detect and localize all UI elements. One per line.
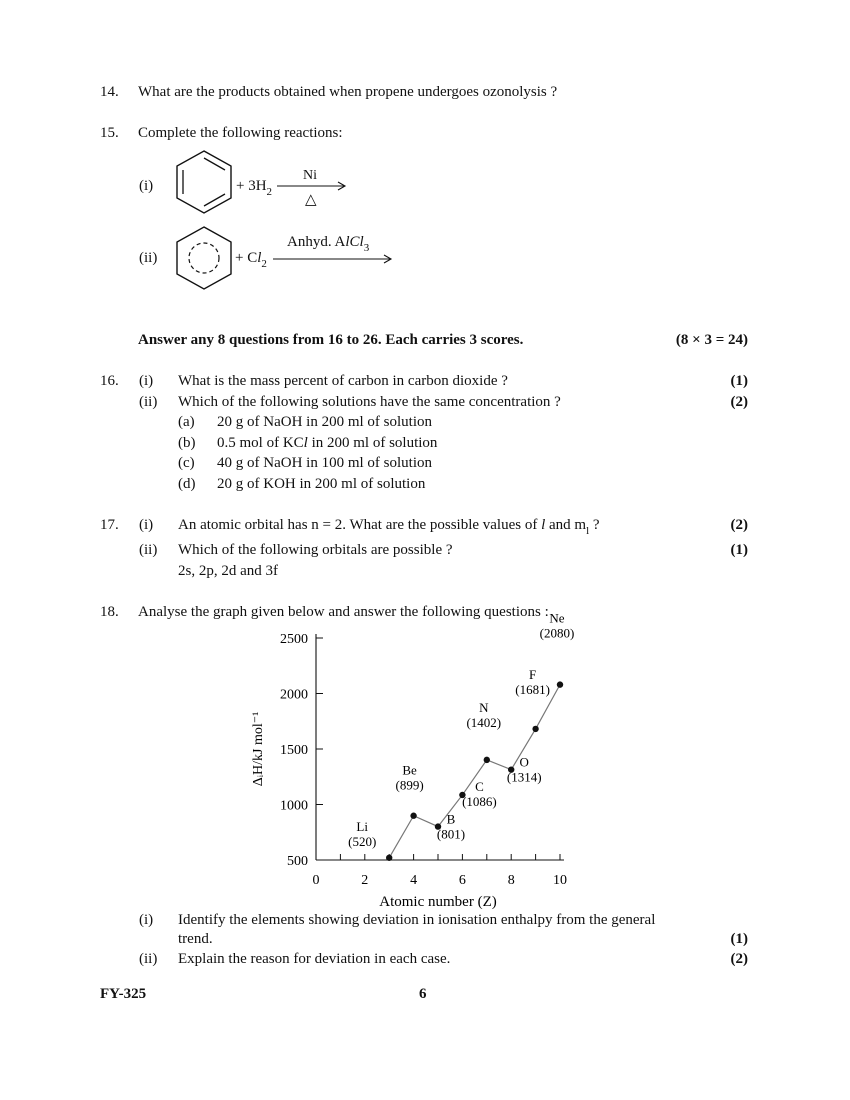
q16-i-text: What is the mass percent of carbon in carbon dioxide ? [178, 373, 508, 389]
chart-x-tick-label: 10 [553, 873, 567, 888]
reaction-ii-catalyst: Anhyd. AlCl$_3$ [287, 234, 370, 254]
q17-ii-score: (1) [730, 542, 748, 558]
chart-point-value-label: (2080) [539, 625, 575, 641]
q18-i-score: (1) [730, 931, 748, 947]
chart-y-tick-label: 500 [287, 854, 308, 869]
q17-number: 17. [100, 517, 119, 533]
option-label: (c) [178, 455, 195, 471]
reaction-i-heat: △ [305, 192, 317, 208]
q17-ii-text: Which of the following orbitals are possible ? [178, 542, 453, 558]
option-text: 40 g of NaOH in 100 ml of solution [217, 455, 432, 471]
chart-point-element-label: F [528, 666, 537, 682]
chart-x-tick-label: 0 [312, 873, 320, 888]
paper-code: FY-325 [100, 986, 147, 1002]
chart-y-axis-title: ΔᵢH/kJ mol⁻¹ [251, 711, 266, 787]
q16-number: 16. [100, 373, 119, 389]
chart-y-tick-label: 1500 [280, 743, 308, 758]
reaction-ii-label: (ii) [139, 250, 158, 266]
q18-i-text: Identify the elements showing deviation in ionisation enthalpy from the general [178, 912, 656, 928]
option-text: 20 g of NaOH in 200 ml of solution [217, 414, 432, 430]
chart-point-value-label: (1086) [462, 793, 497, 809]
chart-point-element-label: C [475, 778, 484, 794]
chart-x-tick-label: 2 [361, 873, 369, 888]
option-text: 0.5 mol of KCl in 200 ml of solution [217, 435, 438, 451]
reaction-i-catalyst: Ni [303, 168, 317, 183]
option-text: 20 g of KOH in 200 ml of solution [217, 476, 426, 492]
q16-i-label: (i) [139, 373, 154, 389]
option-label: (b) [178, 435, 196, 451]
chart-point-element-label: O [519, 754, 529, 770]
chart-point-element-label: Li [356, 818, 368, 834]
chart-point-value-label: (520) [348, 833, 377, 849]
q16-ii-label: (ii) [139, 394, 158, 410]
q18-ii-text: Explain the reason for deviation in each case. [178, 951, 451, 967]
reaction-ii-reagent: + $Cl_2$ [235, 250, 267, 270]
chart-point-value-label: (1314) [506, 769, 542, 785]
q18-ii-score: (2) [730, 951, 748, 967]
chart-point-value-label: (801) [436, 826, 466, 842]
q18-number: 18. [100, 604, 119, 620]
q16-i-score: (1) [730, 373, 748, 389]
chart-point-element-label: B [446, 811, 456, 827]
q15-number: 15. [100, 125, 119, 141]
chart-point-element-label: Ne [549, 610, 565, 626]
option-label: (a) [178, 414, 195, 430]
q16-ii-text: Which of the following solutions have the same concentration ? [178, 394, 561, 410]
chart-point-element-label: Be [402, 762, 417, 778]
chart-x-tick-label: 4 [410, 873, 418, 888]
chart-y-tick-label: 2000 [280, 687, 308, 703]
section-instruction: Answer any 8 questions from 16 to 26. Each carries 3 scores. [138, 332, 524, 348]
chart-x-tick-label: 8 [507, 873, 515, 888]
q14-text: What are the products obtained when propene undergoes ozonolysis ? [138, 84, 558, 100]
q17-i-label: (i) [139, 517, 154, 533]
chart-point-value-label: (1402) [466, 714, 502, 730]
q18-ii-label: (ii) [139, 951, 158, 967]
chart-data-point [386, 855, 392, 861]
option-label: (d) [178, 476, 196, 492]
chart-point-value-label: (899) [395, 777, 424, 793]
q18-i-label: (i) [139, 912, 154, 928]
q18-i-text-cont: trend. [178, 931, 213, 947]
chart-point-element-label: N [479, 699, 489, 715]
chart-point-value-label: (1681) [515, 681, 550, 697]
q17-i-score: (2) [730, 517, 748, 533]
q18-text: Analyse the graph given below and answer the following questions : [138, 604, 549, 620]
chart-data-point [410, 813, 416, 819]
ionisation-enthalpy-chart [240, 610, 600, 914]
benzene-structure [172, 148, 236, 216]
chart-x-tick-label: 6 [458, 873, 466, 888]
reaction-i-label: (i) [139, 178, 154, 194]
q16-ii-score: (2) [730, 394, 748, 410]
chart-data-point [557, 681, 563, 687]
q15-text: Complete the following reactions: [138, 125, 343, 141]
q14-number: 14. [100, 84, 119, 100]
reaction-ii-arrow [273, 253, 395, 265]
chart-y-tick-label: 1000 [280, 798, 308, 814]
q17-orbitals: 2s, 2p, 2d and 3f [178, 563, 278, 579]
aromatic-ring-structure [172, 224, 236, 292]
chart-data-point [484, 757, 490, 763]
q17-i-text: An atomic orbital has n = 2. What are the possible values of l and $m_l$ ? [178, 517, 600, 537]
q17-ii-label: (ii) [139, 542, 158, 558]
section-marks: (8 × 3 = 24) [675, 332, 748, 348]
chart-data-point [532, 726, 538, 732]
chart-x-axis-title: Atomic number (Z) [379, 894, 497, 910]
chart-y-tick-label: 2500 [280, 632, 308, 647]
page-number: 6 [419, 986, 427, 1002]
reaction-i-reagent: + $3H_2$ [236, 178, 273, 198]
